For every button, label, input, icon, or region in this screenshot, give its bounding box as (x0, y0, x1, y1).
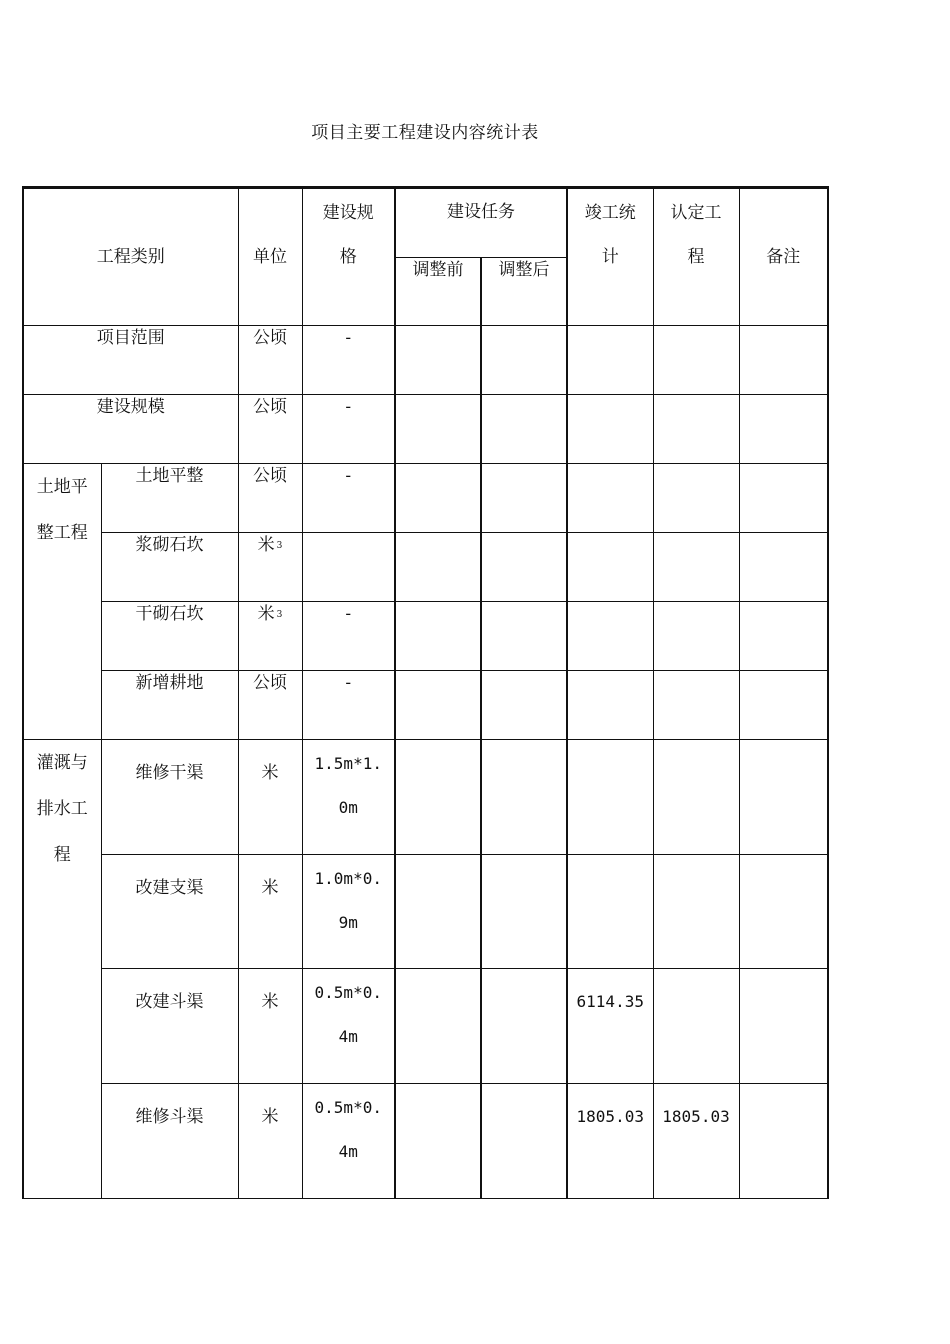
header-unit: 单位 (238, 188, 302, 326)
header-spec: 建设规 格 (302, 188, 395, 326)
row-name: 干砌石坎 (101, 602, 238, 671)
table-row (23, 602, 828, 671)
row-unit: 米 (238, 855, 302, 969)
row-name: 新增耕地 (101, 671, 238, 740)
row-name: 项目范围 (23, 326, 238, 395)
row-unit: 公顷 (238, 326, 302, 395)
table-row (23, 533, 828, 602)
header-before: 调整前 (395, 258, 481, 326)
table-row (23, 740, 828, 855)
row-name: 维修干渠 (101, 740, 238, 855)
table-row (23, 671, 828, 740)
row-unit: 米 (238, 969, 302, 1084)
row-certified (653, 855, 739, 969)
table-row (23, 1084, 828, 1199)
row-unit: 公顷 (238, 671, 302, 740)
row-spec: - (302, 395, 395, 464)
row-spec: - (302, 464, 395, 533)
header-task: 建设任务 (395, 188, 567, 258)
row-completed: 6114.35 (567, 969, 653, 1084)
row-spec: - (302, 671, 395, 740)
table-row (23, 395, 828, 464)
group-irrigation: 灌溉与 排水工 程 (23, 740, 101, 1199)
row-name: 土地平整 (101, 464, 238, 533)
row-name: 改建斗渠 (101, 969, 238, 1084)
header-category: 工程类别 (23, 188, 238, 326)
row-unit: 公顷 (238, 395, 302, 464)
row-unit: 米 3 (238, 533, 302, 602)
row-spec: 1.0m*0. 9m (302, 855, 395, 969)
header-after: 调整后 (481, 258, 567, 326)
table-row (23, 855, 828, 969)
row-name: 改建支渠 (101, 855, 238, 969)
row-completed (567, 740, 653, 855)
row-spec: - (302, 326, 395, 395)
row-completed: 1805.03 (567, 1084, 653, 1199)
row-spec (302, 533, 395, 602)
row-spec: - (302, 602, 395, 671)
row-spec: 0.5m*0. 4m (302, 969, 395, 1084)
table-row (23, 326, 828, 395)
header-certified: 认定工 程 (653, 188, 739, 326)
row-name: 维修斗渠 (101, 1084, 238, 1199)
group-land: 土地平 整工程 (23, 464, 101, 740)
header-remark: 备注 (739, 188, 828, 326)
row-unit: 公顷 (238, 464, 302, 533)
row-unit: 米 (238, 1084, 302, 1199)
row-certified: 1805.03 (653, 1084, 739, 1199)
row-certified (653, 969, 739, 1084)
row-name: 建设规模 (23, 395, 238, 464)
row-unit: 米 3 (238, 602, 302, 671)
row-certified (653, 740, 739, 855)
statistics-table (22, 186, 829, 1199)
row-completed (567, 855, 653, 969)
row-name: 浆砌石坎 (101, 533, 238, 602)
page-title: 项目主要工程建设内容统计表 (311, 123, 539, 143)
row-unit: 米 (238, 740, 302, 855)
table-row (23, 969, 828, 1084)
header-completed: 竣工统 计 (567, 188, 653, 326)
table-row (23, 464, 828, 533)
row-spec: 0.5m*0. 4m (302, 1084, 395, 1199)
row-spec: 1.5m*1. 0m (302, 740, 395, 855)
